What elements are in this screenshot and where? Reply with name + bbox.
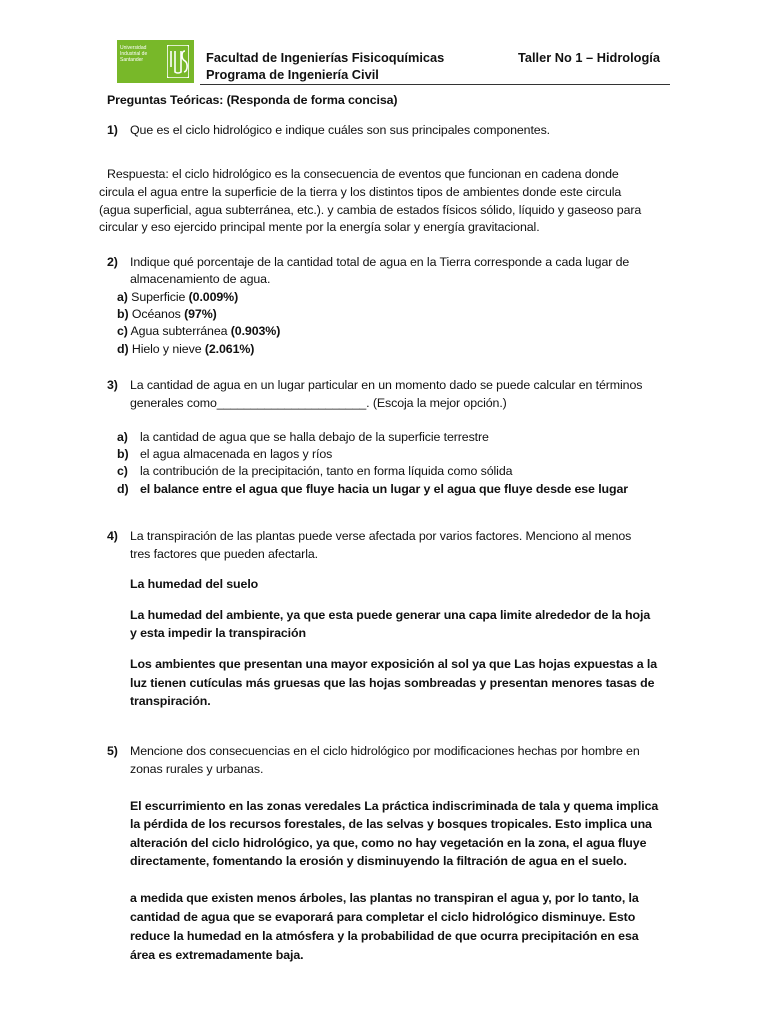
- q5-answer-2-line-4: área es extremadamente baja.: [130, 948, 304, 962]
- q2-option-b: [117, 305, 217, 323]
- q2-option-d-letter: d): [117, 342, 129, 356]
- q3-option-b-letter: b): [117, 447, 129, 461]
- q4-answer-3-line-1: Los ambientes que presentan una mayor exposición al sol ya que Las hojas expuestas a la: [130, 657, 658, 671]
- q2-option-c-letter: c): [117, 324, 128, 338]
- q2-option-a-letter: a): [117, 290, 128, 304]
- q1-answer-line-4: circular y eso ejercido principal mente por la energía solar y energía gravitacional.: [99, 220, 540, 234]
- q4-question-line-1: La transpiración de las plantas puede verse afectada por varios factores. Menciono al menos: [130, 529, 632, 543]
- workshop-title: Taller No 1 – Hidrología: [518, 50, 660, 65]
- q4-answer-3-line-2: luz tienen cutículas más gruesas que las hojas sombreadas y presentan menores tasas de: [130, 676, 655, 690]
- q5-question-line-2: zonas rurales y urbanas.: [130, 762, 264, 776]
- q4-number: 4): [107, 529, 118, 543]
- q5-answer-2-line-2: cantidad de agua que se evaporará para completar el ciclo hidrológico disminuye. Esto: [130, 910, 636, 924]
- q3-option-a-letter: a): [117, 430, 128, 444]
- q5-answer-2-line-3: reduce la humedad en la atmósfera y la probabilidad de que ocurra precipitación en esa: [130, 929, 639, 943]
- logo-line-1: Universidad: [120, 45, 147, 51]
- q2-question-line-2: almacenamiento de agua.: [130, 272, 271, 286]
- q2-option-c-text: Agua subterránea: [130, 324, 228, 338]
- q4-answer-2-line-1: La humedad del ambiente, ya que esta puede generar una capa limite alrededor de la hoja: [130, 608, 651, 622]
- header-divider: [200, 84, 670, 85]
- q1-question: Que es el ciclo hidrológico e indique cuáles son sus principales componentes.: [130, 123, 551, 137]
- q3-question-line-2: [130, 394, 507, 412]
- section-title: Preguntas Teóricas: (Responda de forma concisa): [107, 93, 398, 107]
- faculty-name: Facultad de Ingenierías Fisicoquímicas: [206, 50, 445, 65]
- q3-option-a-text: la cantidad de agua que se halla debajo de la superficie terrestre: [140, 430, 489, 444]
- logo-line-2: Industrial de: [120, 51, 148, 57]
- q3-question-prefix: generales como: [130, 396, 217, 410]
- q5-answer-1-line-3: alteración del ciclo hidrológico, ya que, como no hay vegetación en la zona, el agua fluye: [130, 836, 647, 850]
- q2-option-a-answer: (0.009%): [188, 290, 239, 304]
- q4-answer-2-line-2: y esta impedir la transpiración: [130, 626, 306, 640]
- q4-answer-3-line-3: transpiración.: [130, 694, 211, 708]
- q2-option-a: [117, 288, 238, 306]
- q2-option-d: [117, 340, 254, 358]
- q1-answer-line-3: (agua superficial, agua subterránea, etc.). y cambia de estados físicos sólido, líquido y gaseoso para: [99, 203, 642, 217]
- logo-line-3: Santander: [120, 57, 144, 63]
- q3-number: 3): [107, 378, 118, 392]
- university-logo: [117, 40, 194, 83]
- q3-question-line-1: La cantidad de agua en un lugar particular en un momento dado se puede calcular en términos: [130, 378, 643, 392]
- q3-question-suffix: . (Escoja la mejor opción.): [366, 396, 507, 410]
- q3-option-d-letter: d): [117, 482, 129, 496]
- q2-option-c-answer: (0.903%): [230, 324, 281, 338]
- q5-answer-2-line-1: a medida que existen menos árboles, las plantas no transpiran el agua y, por lo tanto, la: [130, 891, 639, 905]
- q3-option-c-text: la contribución de la precipitación, tanto en forma líquida como sólida: [140, 464, 513, 478]
- uis-logo-icon: [167, 45, 189, 78]
- q3-answer-blank: ______________________: [216, 396, 367, 410]
- q5-answer-1-line-1: El escurrimiento en las zonas veredales La práctica indiscriminada de tala y quema implica: [130, 799, 659, 813]
- q2-number: 2): [107, 255, 118, 269]
- q2-option-d-text: Hielo y nieve: [131, 342, 202, 356]
- q4-question-line-2: tres factores que pueden afectarla.: [130, 547, 318, 561]
- q2-option-c: [117, 322, 280, 340]
- q2-option-d-answer: (2.061%): [204, 342, 255, 356]
- q1-answer-line-1: Respuesta: el ciclo hidrológico es la consecuencia de eventos que funcionan en cadena donde: [107, 167, 619, 181]
- q5-number: 5): [107, 744, 118, 758]
- q4-answer-1: La humedad del suelo: [130, 577, 259, 591]
- q2-question-line-1: Indique qué porcentaje de la cantidad total de agua en la Tierra corresponde a cada lugar de: [130, 255, 630, 269]
- q5-answer-1-line-2: la pérdida de los recursos forestales, de las selvas y bosques tropicales. Esto implica una: [130, 817, 652, 831]
- q2-option-b-answer: (97%): [184, 307, 217, 321]
- q3-option-d-text: el balance entre el agua que fluye hacia un lugar y el agua que fluye desde ese lugar: [140, 482, 628, 496]
- q1-number: 1): [107, 123, 118, 137]
- logo-text: [120, 45, 147, 63]
- q1-answer-line-2: circula el agua entre la superficie de la tierra y los distintos tipos de ambientes donde este circula: [99, 185, 622, 199]
- q3-option-c-letter: c): [117, 464, 128, 478]
- q2-option-a-text: Superficie: [131, 290, 186, 304]
- program-name: Programa de Ingeniería Civil: [206, 67, 379, 82]
- q2-option-b-letter: b): [117, 307, 129, 321]
- q3-option-b-text: el agua almacenada en lagos y ríos: [140, 447, 333, 461]
- q2-option-b-text: Océanos: [131, 307, 181, 321]
- q5-question-line-1: Mencione dos consecuencias en el ciclo hidrológico por modificaciones hechas por hombre en: [130, 744, 640, 758]
- q5-answer-1-line-4: directamente, fomentando la erosión y disminuyendo la filtración de agua en el suelo.: [130, 854, 627, 868]
